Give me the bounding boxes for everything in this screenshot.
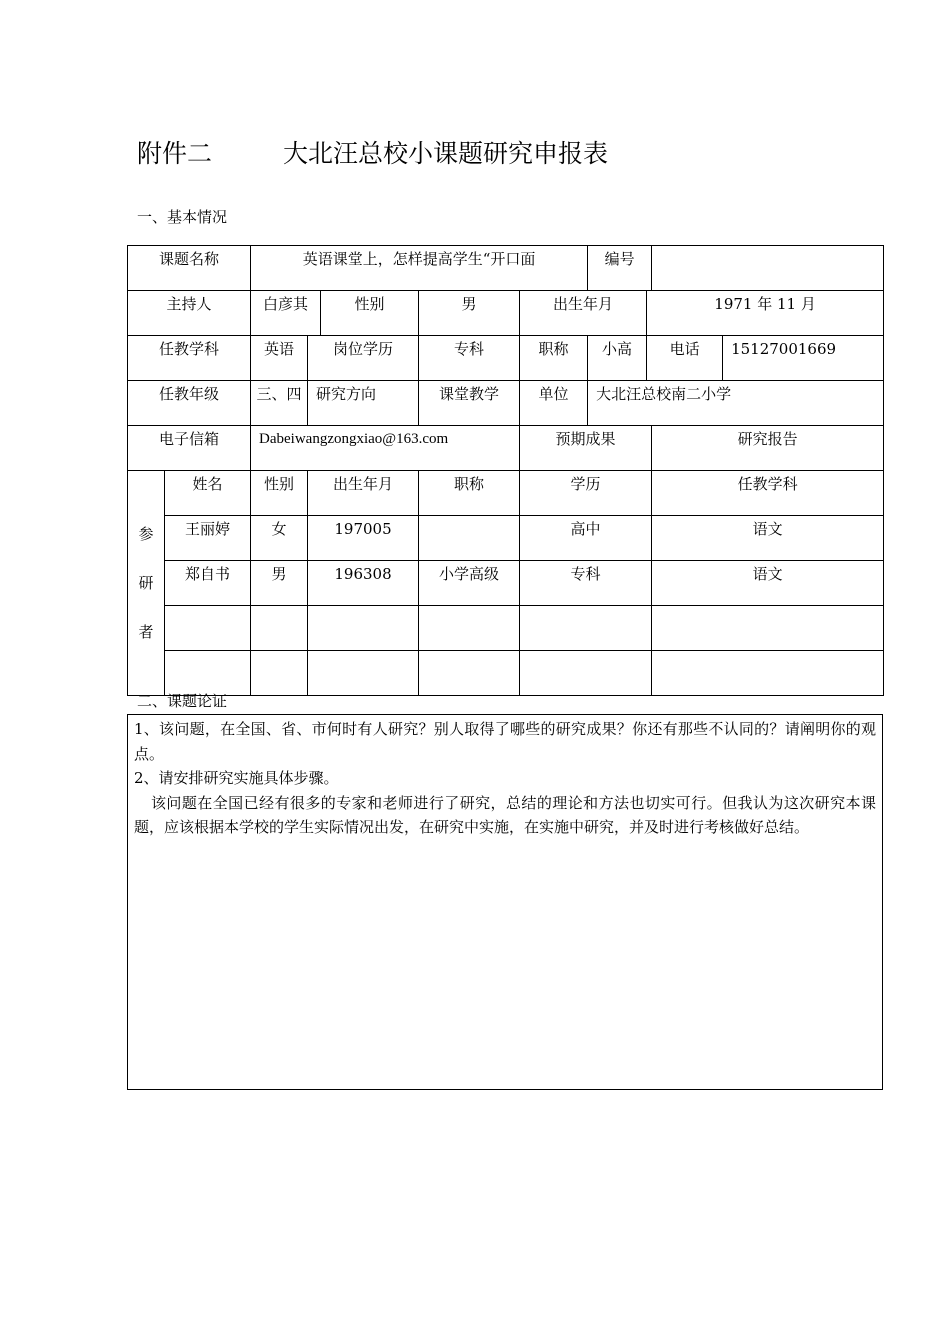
participant-title[interactable] <box>419 651 520 696</box>
participant-birth[interactable] <box>308 606 419 651</box>
argument-question-2: 2、请安排研究实施具体步骤。 <box>134 769 339 787</box>
argument-answer: 该问题在全国已经有很多的专家和老师进行了研究，总结的理论和方法也切实可行。但我认为这次研究本课题，应该根据本学校的学生实际情况出发，在研究中实施，在实施中研究，并及时进行考核做好总结。 <box>134 793 876 836</box>
label-grade: 任教年级 <box>128 381 251 426</box>
field-host[interactable]: 白彦其 <box>251 291 321 336</box>
field-birth[interactable]: 1971 年 11 月 <box>647 291 884 336</box>
label-birth: 出生年月 <box>520 291 647 336</box>
participants-header-name: 姓名 <box>165 471 251 516</box>
section-heading-basic-info: 一、基本情况 <box>137 208 228 226</box>
table-row <box>128 561 884 606</box>
basic-info-table <box>127 245 883 696</box>
page-title: 大北汪总校小课题研究申报表 <box>283 139 609 168</box>
label-subject: 任教学科 <box>128 336 251 381</box>
label-topic-name: 课题名称 <box>128 246 251 291</box>
field-direction[interactable]: 课堂教学 <box>419 381 520 426</box>
participant-gender[interactable]: 女 <box>251 516 308 561</box>
field-gender[interactable]: 男 <box>419 291 520 336</box>
section-heading-argument: 二、课题论证 <box>137 692 228 710</box>
label-gender: 性别 <box>321 291 419 336</box>
label-email: 电子信箱 <box>128 426 251 471</box>
attachment-label: 附件二 <box>137 139 213 168</box>
participant-birth[interactable]: 196308 <box>308 561 419 606</box>
participant-title[interactable] <box>419 516 520 561</box>
participants-header-subject: 任教学科 <box>652 471 884 516</box>
participants-header-education: 学历 <box>520 471 652 516</box>
field-subject[interactable]: 英语 <box>251 336 308 381</box>
participant-education[interactable] <box>520 651 652 696</box>
field-grade[interactable]: 三、四 <box>251 381 308 426</box>
label-phone: 电话 <box>647 336 723 381</box>
participant-subject[interactable]: 语文 <box>652 516 884 561</box>
argument-question-1: 1、该问题，在全国、省、市何时有人研究？别人取得了哪些的研究成果？你还有那些不认同的？请阐明你的观点。 <box>134 720 876 763</box>
participants-side-label: 参 研 者 <box>128 471 165 696</box>
participant-name[interactable]: 王丽婷 <box>165 516 251 561</box>
field-outcome[interactable]: 研究报告 <box>652 426 884 471</box>
label-unit: 单位 <box>520 381 588 426</box>
participant-birth[interactable] <box>308 651 419 696</box>
participant-education[interactable]: 高中 <box>520 516 652 561</box>
table-row <box>128 606 884 651</box>
participants-header-birth: 出生年月 <box>308 471 419 516</box>
participant-subject[interactable] <box>652 651 884 696</box>
participant-subject[interactable]: 语文 <box>652 561 884 606</box>
participant-title[interactable]: 小学高级 <box>419 561 520 606</box>
participant-education[interactable] <box>520 606 652 651</box>
field-phone[interactable]: 15127001669 <box>723 336 884 381</box>
table-row <box>128 651 884 696</box>
field-email[interactable]: Dabeiwangzongxiao@163.com <box>251 426 520 471</box>
field-topic-name[interactable]: 英语课堂上，怎样提高学生“开口面 <box>251 246 588 291</box>
field-title[interactable]: 小高 <box>588 336 647 381</box>
participant-title[interactable] <box>419 606 520 651</box>
label-number: 编号 <box>588 246 652 291</box>
table-row <box>128 516 884 561</box>
field-number[interactable] <box>652 246 884 291</box>
label-outcome: 预期成果 <box>520 426 652 471</box>
participant-gender[interactable] <box>251 606 308 651</box>
participant-education[interactable]: 专科 <box>520 561 652 606</box>
participant-name[interactable]: 郑自书 <box>165 561 251 606</box>
participant-gender[interactable]: 男 <box>251 561 308 606</box>
participants-header-gender: 性别 <box>251 471 308 516</box>
participant-name[interactable] <box>165 606 251 651</box>
participants-header-title: 职称 <box>419 471 520 516</box>
field-unit[interactable]: 大北汪总校南二小学 <box>588 381 884 426</box>
label-direction: 研究方向 <box>308 381 419 426</box>
participant-gender[interactable] <box>251 651 308 696</box>
participant-subject[interactable] <box>652 606 884 651</box>
participant-name[interactable] <box>165 651 251 696</box>
participant-birth[interactable]: 197005 <box>308 516 419 561</box>
label-host: 主持人 <box>128 291 251 336</box>
field-education[interactable]: 专科 <box>419 336 520 381</box>
label-education: 岗位学历 <box>308 336 419 381</box>
argument-box[interactable] <box>127 714 883 1090</box>
label-title: 职称 <box>520 336 588 381</box>
